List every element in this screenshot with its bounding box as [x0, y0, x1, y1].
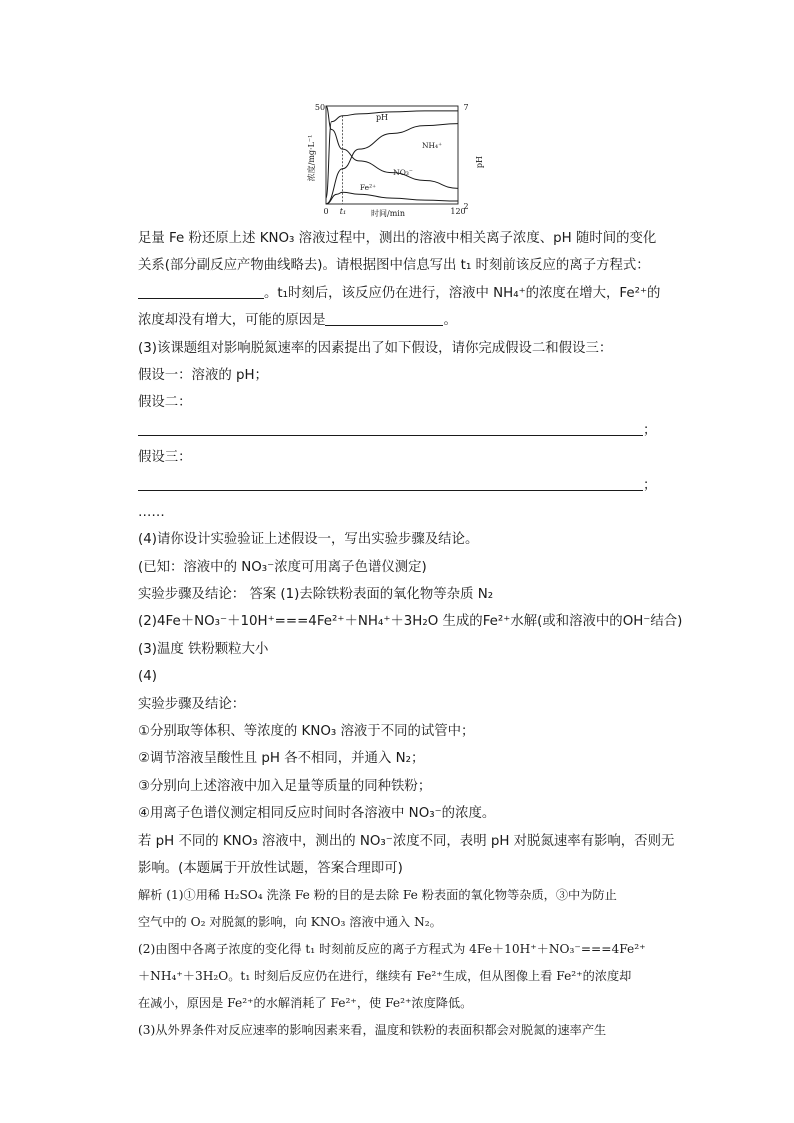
text-line: …… [138, 504, 165, 520]
text-line: 假设三： [138, 450, 192, 466]
x-tick-0: 0 [323, 207, 329, 216]
plot-frame [326, 106, 458, 204]
text-line: ③分别向上述溶液中加入足量等质量的同种铁粉； [138, 778, 432, 794]
analysis-line: ＋NH₄⁺＋3H₂O。t₁ 时刻后反应仍在进行，继续有 Fe²⁺生成，但从图像上看 Fe²⁺的浓度却 [138, 969, 632, 984]
concentration-ph-chart [300, 100, 500, 220]
no3-curve-label: NO₃⁻ [393, 168, 413, 177]
y-right-axis-label: pH [475, 155, 484, 169]
analysis-line: 在减小，原因是 Fe²⁺的水解消耗了 Fe²⁺，使 Fe²⁺浓度降低。 [138, 996, 473, 1011]
text-line: (3)温度 铁粉颗粒大小 [138, 641, 269, 657]
text-line-with-blank: 。t₁时刻后，该反应仍在进行，溶液中 NH₄⁺的浓度在增大，Fe²⁺的 [138, 284, 658, 303]
text-line: 假设一：溶液的 pH； [138, 367, 268, 383]
text-line: 实验步骤及结论： 答案 (1)去除铁粉表面的氧化物等杂质 N₂ [138, 587, 494, 603]
text-line: 若 pH 不同的 KNO₃ 溶液中，测出的 NO₃⁻浓度不同，表明 pH 对脱氮速率有影响，否则无 [138, 833, 675, 849]
text-line: (3)该课题组对影响脱氮速率的因素提出了如下假设，请你完成假设二和假设三： [138, 340, 613, 356]
y-right-tick-bottom: 2 [463, 202, 469, 211]
answer-blank-reason[interactable] [325, 311, 443, 326]
y-left-tick-top: 50 [314, 103, 326, 112]
analysis-line: 解析 (1)①用稀 H₂SO₄ 洗涤 Fe 粉的目的是去除 Fe 粉表面的氧化物等杂质，③中为防止 [138, 888, 617, 903]
x-tick-t1: t₁ [339, 207, 347, 216]
answer-line: ； [138, 476, 658, 495]
y-right-tick-top: 7 [463, 103, 469, 112]
analysis-line: (3)从外界条件对反应速率的影响因素来看，温度和铁粉的表面积都会对脱氮的速率产生 [138, 1023, 607, 1038]
analysis-line: (2)由图中各离子浓度的变化得 t₁ 时刻前反应的离子方程式为 4Fe＋10H⁺＋NO₃⁻===4Fe²⁺ [138, 942, 646, 957]
fe-curve-label: Fe²⁺ [359, 183, 377, 192]
x-tick-120: 120 [450, 207, 466, 216]
analysis-line: 空气中的 O₂ 对脱氮的影响，向 KNO₃ 溶液中通入 N₂。 [138, 915, 442, 930]
series-line-ph [326, 111, 458, 198]
text-line: 足量 Fe 粉还原上述 KNO₃ 溶液过程中，测出的溶液中相关离子浓度、pH 随时间的变化 [138, 231, 657, 246]
text-line: 关系(部分副反应产物曲线略去)。请根据图中信息写出 t₁ 时刻前该反应的离子方程式： [138, 258, 650, 274]
text-line: ②调节溶液呈酸性且 pH 各不相同，并通入 N₂； [138, 751, 425, 767]
text-line: 影响。(本题属于开放性试题，答案合理即可) [138, 860, 403, 876]
text-line: ④用离子色谱仪测定相同反应时间时各溶液中 NO₃⁻的浓度。 [138, 806, 496, 822]
answer-blank-equation[interactable] [138, 284, 264, 299]
answer-blank-hypothesis-2[interactable] [138, 421, 643, 436]
text-line: 实验步骤及结论： [138, 696, 246, 712]
document-body [138, 229, 683, 1048]
answer-blank-hypothesis-3[interactable] [138, 476, 643, 491]
chart-svg [300, 100, 500, 220]
text-line: (2)4Fe＋NO₃⁻＋10H⁺===4Fe²⁺＋NH₄⁺＋3H₂O 生成的Fe²⁺水解(或和溶液中的OH⁻结合) [138, 614, 683, 630]
text-line-with-blank: 浓度却没有增大，可能的原因是 。 [138, 313, 457, 329]
ph-curve-label: pH [375, 113, 389, 122]
text-line: (4) [138, 669, 157, 685]
y-left-axis-label: 浓度/mg·L⁻¹ [307, 134, 316, 182]
text-line: ①分别取等体积、等浓度的 KNO₃ 溶液于不同的试管中； [138, 724, 475, 740]
nh4-curve-label: NH₄⁺ [421, 141, 443, 150]
text-line: 假设二： [138, 395, 192, 411]
answer-line: ； [138, 421, 658, 440]
text-line: (4)请你设计实验验证上述假设一，写出实验步骤及结论。 [138, 532, 479, 548]
series-line-fe [326, 192, 458, 204]
x-axis-label: 时间/min [371, 209, 405, 218]
text-line: (已知：溶液中的 NO₃⁻浓度可用离子色谱仪测定) [138, 559, 427, 575]
